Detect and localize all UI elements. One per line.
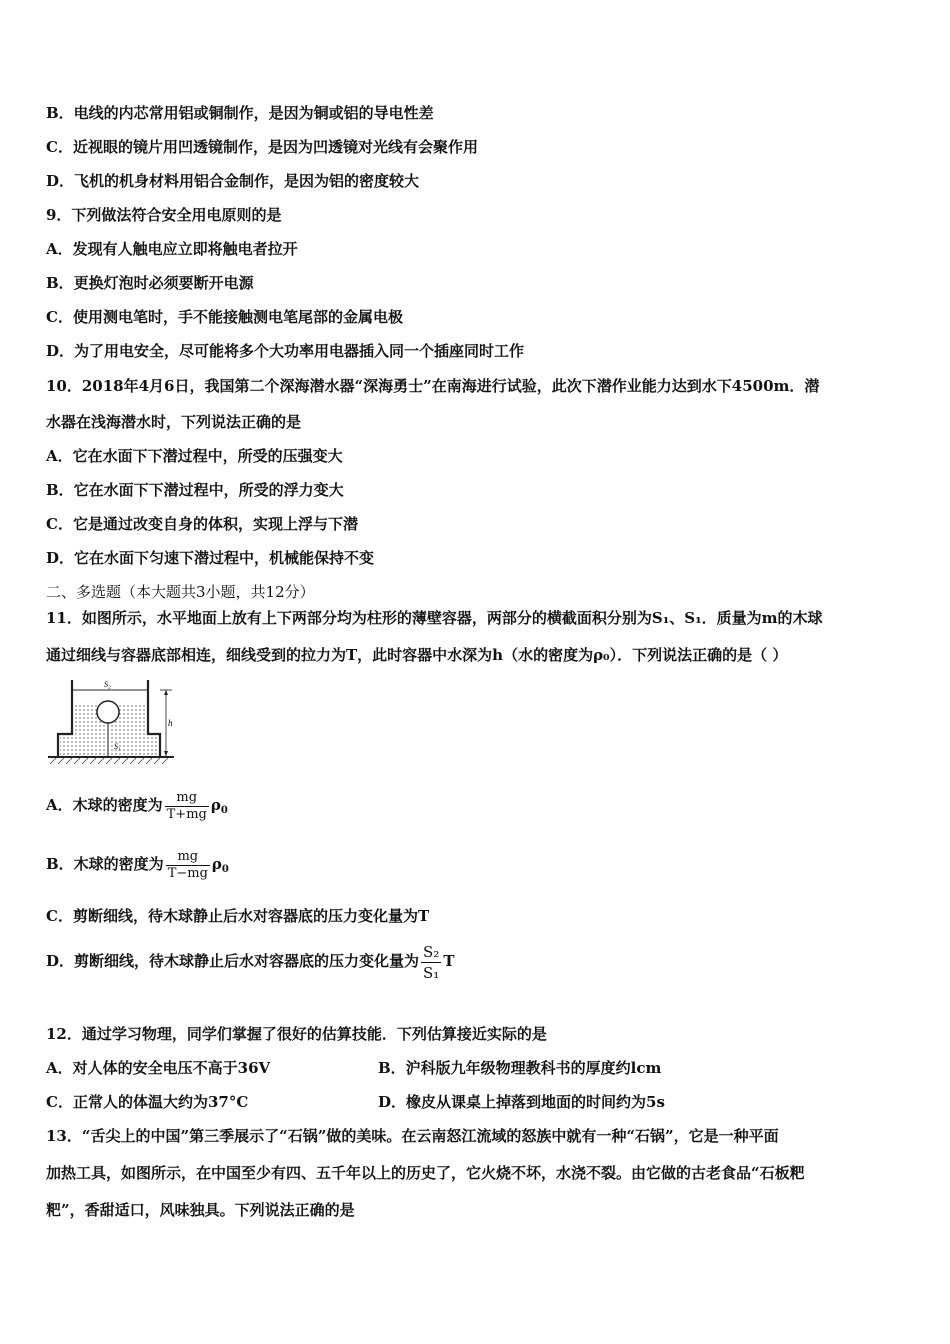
question-11-line1: 11．如图所示，水平地面上放有上下两部分均为柱形的薄壁容器，两部分的横截面积分别为S₁、S₁．质量为m的木球 — [46, 609, 823, 627]
q9-option-d: D．为了用电安全，尽可能将多个大功率用电器插入同一个插座同时工作 — [46, 342, 525, 360]
question-12: 12．通过学习物理，同学们掌握了很好的估算技能．下列估算接近实际的是 — [46, 1025, 547, 1043]
q11a-text: A．木球的密度为 — [46, 796, 163, 814]
option-d-prev: D．飞机的机身材料用铝合金制作，是因为铝的密度较大 — [46, 172, 420, 190]
option-c-prev: C．近视眼的镜片用凹透镜制作，是因为凹透镜对光线有会聚作用 — [46, 138, 478, 156]
q11b-numerator: mg — [166, 849, 210, 866]
question-13-line3: 粑”，香甜适口，风味独具。下列说法正确的是 — [46, 1201, 355, 1219]
rho-symbol: ρ — [210, 796, 221, 814]
label-h: h — [168, 718, 173, 728]
question-9: 9．下列做法符合安全用电原则的是 — [46, 206, 282, 224]
q10-option-a: A．它在水面下下潜过程中，所受的压强变大 — [46, 447, 343, 465]
label-s-bottom: S₁ — [114, 742, 121, 751]
q11a-fraction — [165, 790, 209, 823]
q9-option-a: A．发现有人触电应立即将触电者拉开 — [46, 240, 298, 258]
q12-option-b: B．沪科版九年级物理教科书的厚度约lcm — [378, 1059, 662, 1077]
section-heading: 二、多选题（本大题共3小题，共12分） — [46, 583, 315, 601]
q10-option-c: C．它是通过改变自身的体积，实现上浮与下潜 — [46, 515, 358, 533]
q10-option-d: D．它在水面下匀速下潜过程中，机械能保持不变 — [46, 549, 375, 567]
q9-option-c: C．使用测电笔时，手不能接触测电笔尾部的金属电极 — [46, 308, 403, 326]
q11d-fraction — [421, 942, 441, 983]
ground-hatch — [50, 758, 168, 764]
q12-option-d: D．橡皮从课桌上掉落到地面的时间约为5s — [378, 1093, 665, 1111]
q11-option-b — [46, 847, 229, 887]
q10-option-b: B．它在水面下下潜过程中，所受的浮力变大 — [46, 481, 344, 499]
question-10-line1: 10．2018年4月6日，我国第二个深海潜水器“深海勇士”在南海进行试验，此次下潜作业能力达到水下4500m．潜 — [46, 377, 820, 395]
q11b-denominator: T−mg — [167, 865, 208, 881]
q11d-numerator: S₂ — [423, 942, 440, 961]
q9-option-b: B．更换灯泡时必须要断开电源 — [46, 274, 254, 292]
q11-option-c: C．剪断细线，待木球静止后水对容器底的压力变化量为T — [46, 907, 430, 925]
q11a-denominator: T+mg — [166, 806, 207, 822]
question-11-line2: 通过细线与容器底部相连，细线受到的拉力为T，此时容器中水深为h（水的密度为ρ₀）．下列说法正确的是（ ） — [46, 646, 788, 664]
container-figure — [46, 676, 176, 766]
label-s-top: S₂ — [104, 680, 111, 689]
rho-symbol: ρ — [211, 855, 222, 873]
q12-option-a: A．对人体的安全电压不高于36V — [46, 1059, 271, 1077]
q12-option-c: C．正常人的体温大约为37°C — [46, 1093, 249, 1111]
q11d-suffix: T — [443, 952, 455, 970]
q11b-fraction — [166, 849, 210, 882]
option-b-prev: B．电线的内芯常用铝或铜制作，是因为铜或铝的导电性差 — [46, 104, 434, 122]
wooden-ball — [97, 701, 119, 723]
q11-option-a — [46, 788, 228, 828]
q11b-text: B．木球的密度为 — [46, 855, 164, 873]
q11d-text: D．剪断细线，待木球静止后水对容器底的压力变化量为 — [46, 952, 420, 970]
rho-subscript: 0 — [220, 805, 228, 816]
question-10-line2: 水器在浅海潜水时，下列说法正确的是 — [46, 413, 302, 431]
q11d-denominator: S₁ — [423, 963, 440, 982]
q11-option-d — [46, 938, 454, 984]
q11a-numerator: mg — [165, 790, 209, 807]
question-13-line1: 13．“舌尖上的中国”第三季展示了“石锅”做的美味。在云南怒江流域的怒族中就有一种“石锅”，它是一种平面 — [46, 1127, 779, 1145]
question-13-line2: 加热工具，如图所示，在中国至少有四、五千年以上的历史了，它火烧不坏，水浇不裂。由它做的古老食品“石板粑 — [46, 1164, 805, 1182]
rho-subscript: 0 — [221, 864, 229, 875]
